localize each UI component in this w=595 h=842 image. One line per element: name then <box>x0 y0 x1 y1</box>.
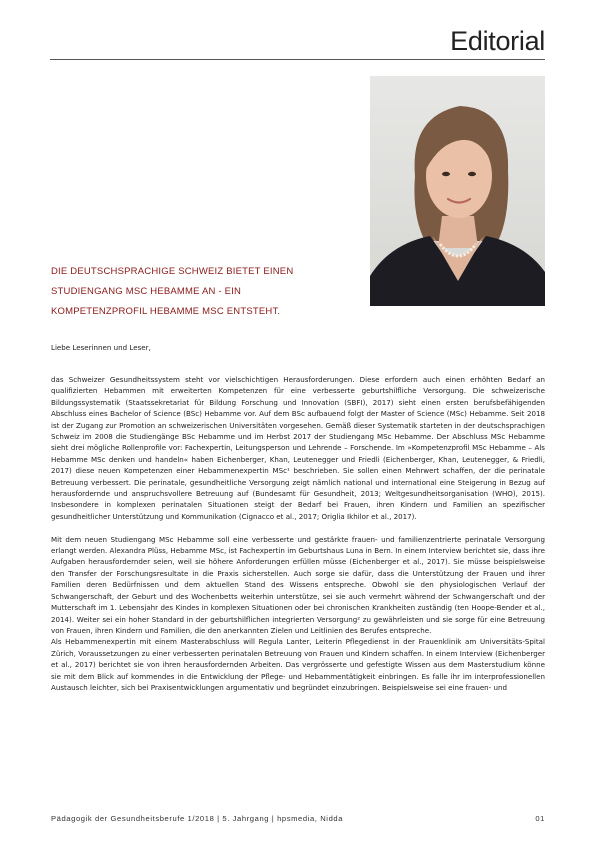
headline-line: DIE DEUTSCHSPRACHIGE SCHWEIZ BIETET EINEN <box>51 266 294 277</box>
salutation: Liebe Leserinnen und Leser, <box>51 343 151 352</box>
header-divider <box>50 59 545 60</box>
headline-line: KOMPETENZPROFIL HEBAMME MSC ENTSTEHT. <box>51 306 281 317</box>
body-paragraph: das Schweizer Gesundheitssystem steht vor vielschichtigen Herausforderungen. Diese erfordern auch einen erhöhten Bedarf an qualifizierten Hebammen mit erweiterten Kompetenzen für eine verbesserte geburtshilfliche Versorgung. Die schweizerische Bildungssystematik (Staatssekretariat für Bildung Forschung und Innovation (SBFI), 2017) sieht einen ersten berufsbefähigenden Abschluss eines Bachelor of Science (BSc) Hebamme vor. Auf dem BSc aufbauend folgt der Master of Science (MSc) Hebamme. Seit 2018 ist der Zugang zur Promotion an schweizerischen Universitäten vorgesehen. Gemäß dieser Systematik starteten in der deutschsprachigen Schweiz im 2008 die Studiengänge BSc Hebamme und im Herbst 2017 der Studiengang MSc Hebamme. Der Abschluss MSc Hebamme sieht drei mögliche Rollenprofile vor: Fachexpertin, Leitungsperson und Lehrende – Forschende. Im »Kompetenzprofil MSc Hebamme – Als Hebamme MSc denken und handeln« haben Eichenberger, Khan, Leutenegger und Friedli (Eichenberger, Khan, Leutenegger, & Friedli, 2017) diese neuen Kompetenzen einer Hebammenexpertin MSc¹ beschrieben. Sie sollen einen Mehrwert schaffen, der die perinatale Betreuung verbessert. Die perinatale, gesundheitliche Versorgung zeigt nämlich national und international eine Steigerung in Bezug auf herausfordernde und anspruchsvollere Betreuung auf (Bundesamt für Gesundheit, 2013; Weltgesundheitsorganisation (WHO), 2015). Insbesondere in komplexen perinatalen Situationen steigt der Bedarf bei Frauen, ihren Kindern und Familien an spezifischer gesundheitlicher Unterstützung und Kommunikation (Cignacco et al., 2017; Origlia Ikhilor et al., 2017). <box>51 375 545 521</box>
page-title: Editorial <box>450 26 545 56</box>
headline-line: STUDIENGANG MSC HEBAMME AN - EIN <box>51 286 242 297</box>
body-paragraph: Als Hebammenexpertin mit einem Masterabschluss will Regula Lanter, Leiterin Pflegedienst in der Frauenklinik am Universitäts-Spital Zürich, Voraussetzungen zu einer verbesserten perinatalen Betreuung von Frauen und Kindern schaffen. In einem Interview (Eichenberger et al., 2017) berichtet sie von ihren herausfordernden Arbeiten. Das vergrösserte und gefestigte Wissen aus dem Masterstudium könne sie mit dem Blick auf kommendes in die Entwicklung der Pflege- und Hebammentätigkeit einbringen. Es falle ihr im interprofessionellen Austausch leichter, sich bei Praxisentwicklungen argumentativ und begründet einzubringen. Beispielsweise sei eine frauen- und <box>51 637 545 692</box>
portrait-illustration <box>370 76 545 306</box>
page-footer <box>51 814 545 823</box>
author-portrait <box>370 76 545 306</box>
footer-publication: Pädagogik der Gesundheitsberufe 1/2018 | 5. Jahrgang | hpsmedia, Nidda <box>51 814 344 823</box>
footer-page-number: 01 <box>535 814 545 823</box>
editorial-body <box>51 374 545 705</box>
body-paragraph: Mit dem neuen Studiengang MSc Hebamme soll eine verbesserte und gestärkte frauen- und familienzentrierte perinatale Versorgung erlangt werden. Alexandra Plüss, Hebamme MSc, ist Fachexpertin im Geburtshaus Luna in Bern. In einem Interview berichtet sie, dass ihre Aufgaben herausfordernder seien, weil sie höhere Anforderungen erfüllen müsse (Eichenberger et al., 2017). Sie müsse beispielsweise den Transfer der Forschungsresultate in die Praxis sicherstellen. Auch sorge sie dafür, dass die Unterstützung der Frauen und ihrer Familien deren Bedürfnissen und dem aktuellen Stand des Wissens entspreche. Obwohl sie den physiologischen Verlauf der Schwangerschaft, der Geburt und des Wochenbetts weiterhin unterstütze, sei sie auch vermehrt während der Schwangerschaft und der Mutterschaft im 1. Lebensjahr des Kindes in komplexen Situationen oder bei chronischen Krankheiten zuständig (ten Hoope-Bender et al., 2014). Weiter sei ein hoher Standard in der geburtshilflichen integrierten Versorgung² zu gewährleisten und sie sorge für eine Betreuung von Frauen, ihren Kindern und Familien, die den anerkannten Zielen und Leitlinien des Berufes entspreche. <box>51 534 545 635</box>
editorial-headline <box>51 262 351 322</box>
